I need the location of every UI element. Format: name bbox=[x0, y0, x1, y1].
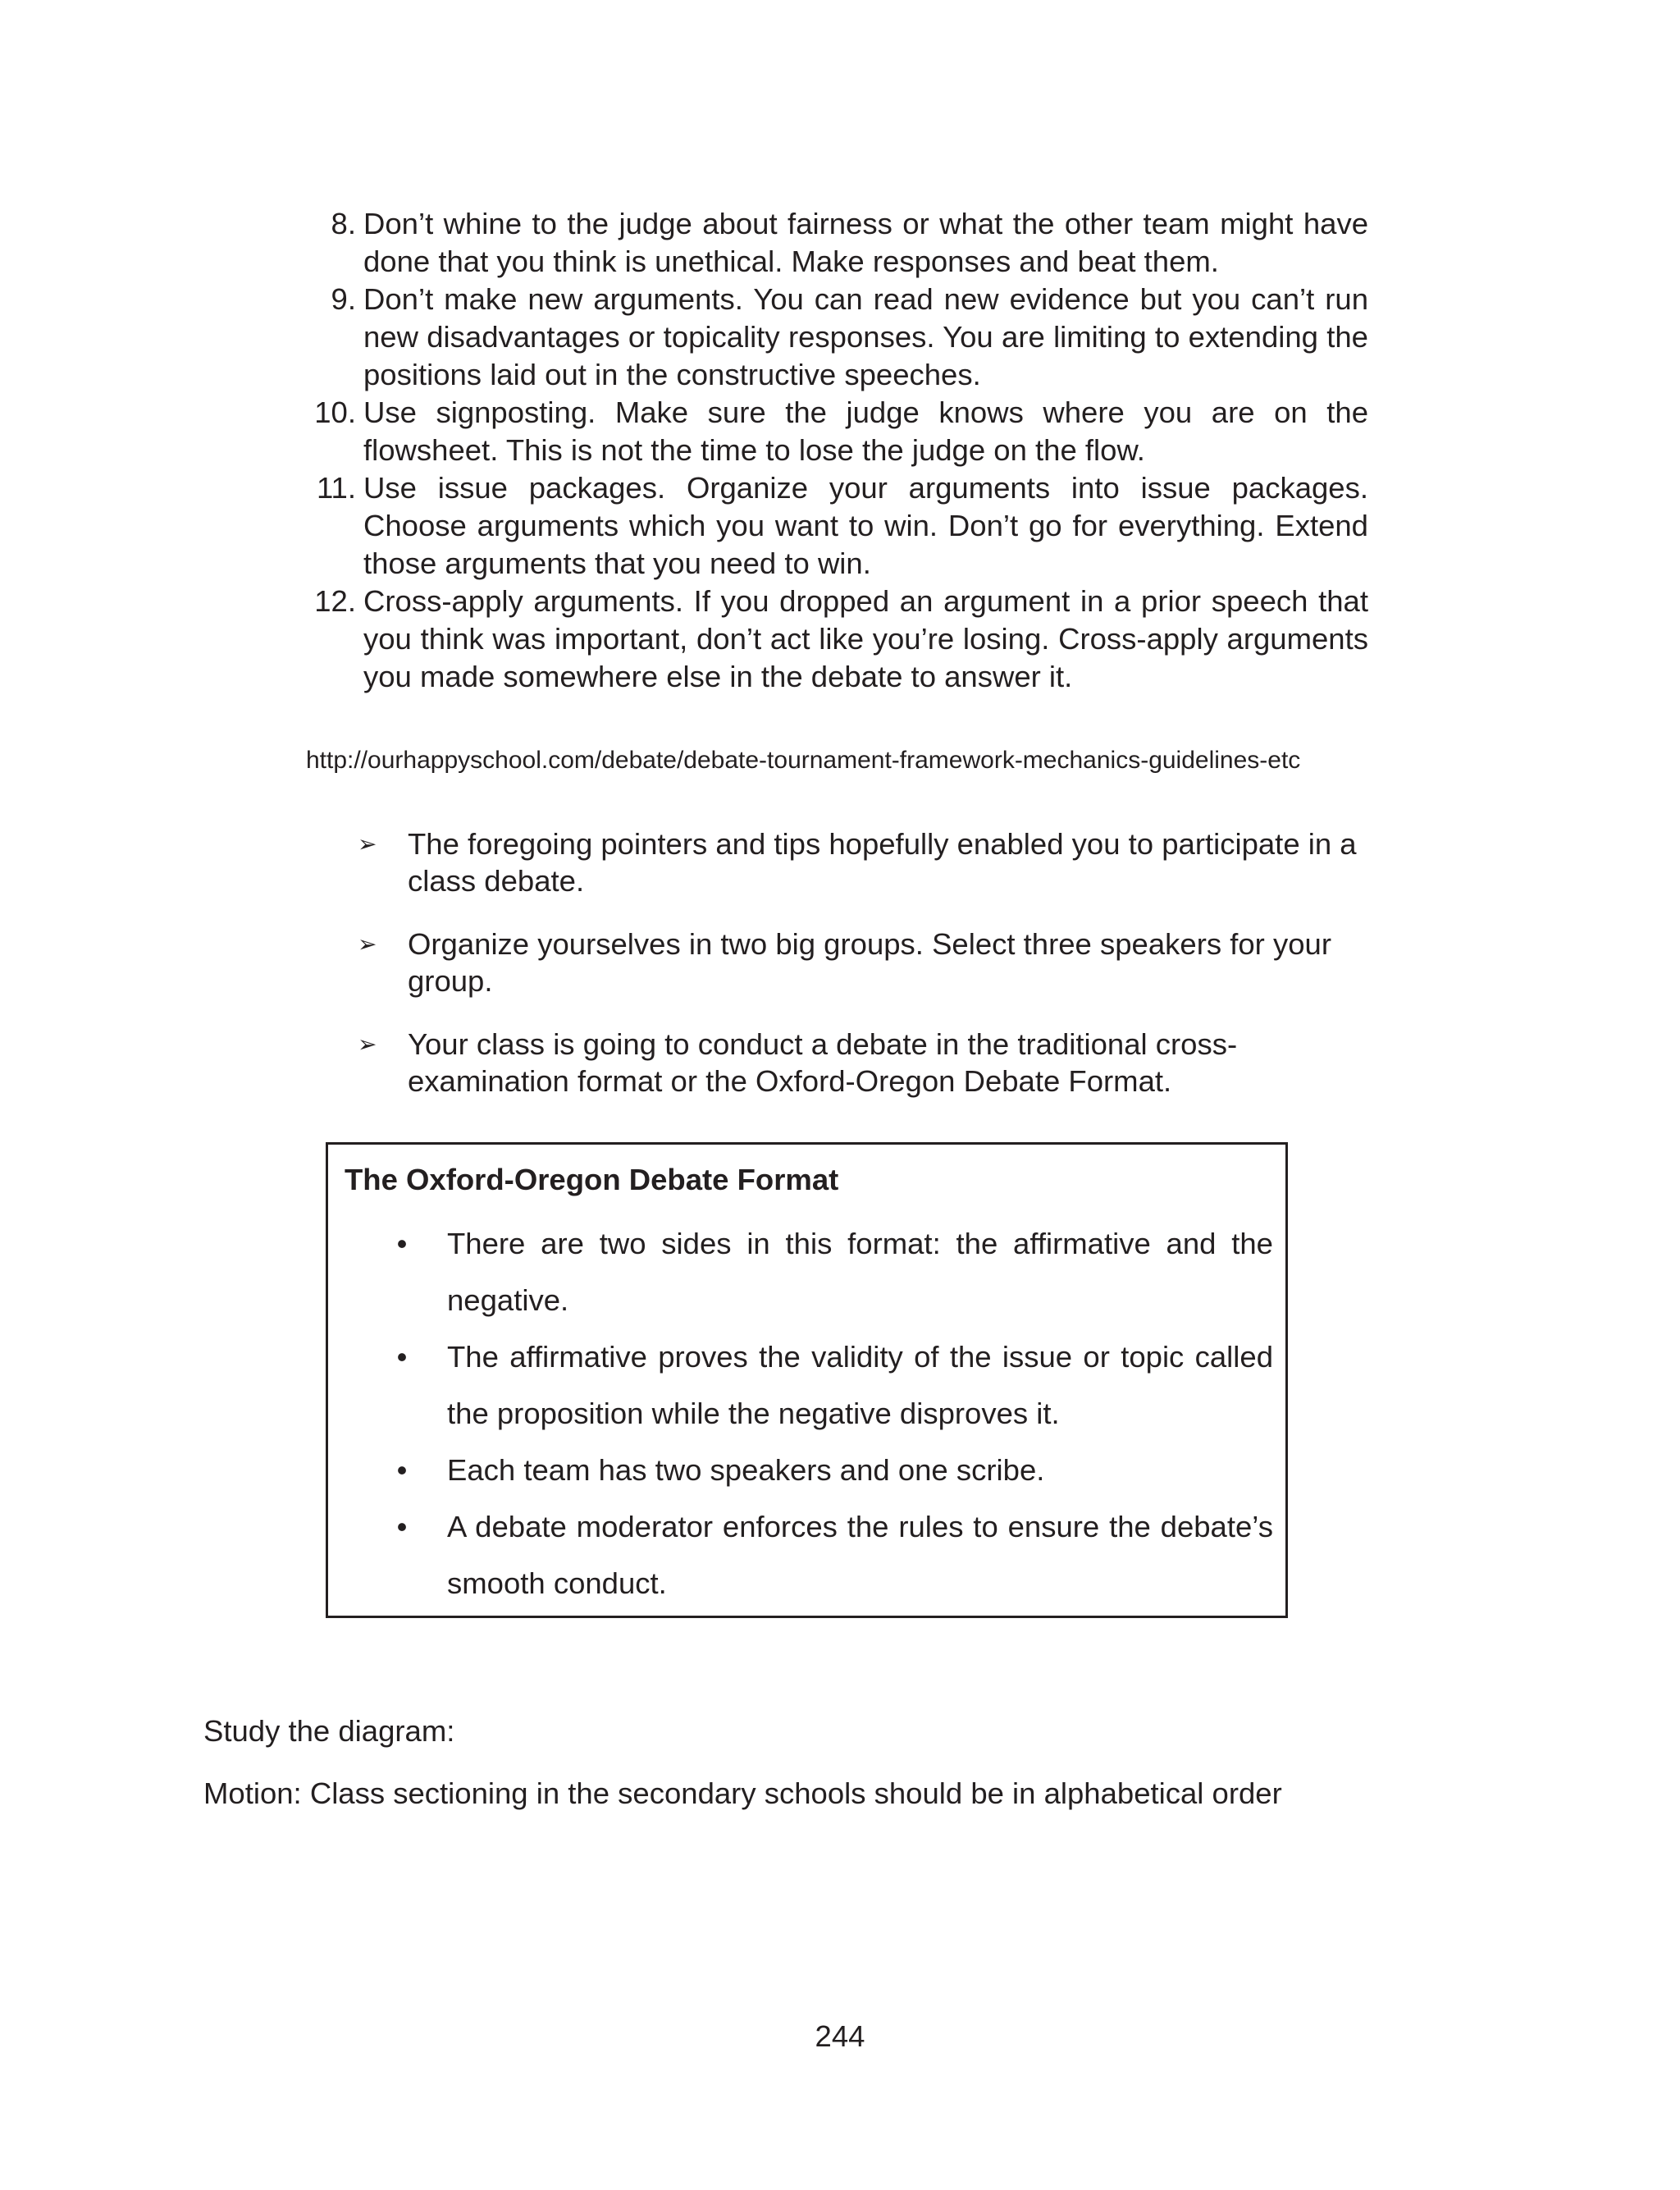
list-item-number: 11. bbox=[316, 471, 356, 505]
arrowhead-bullet-icon: ➢ bbox=[358, 1031, 377, 1057]
list-item-text: Use issue packages. Organize your arguments into issue packages. Choose arguments which you want to win. Don’t go for everything. Extend those arguments that you need to win. bbox=[363, 471, 1368, 580]
box-title: The Oxford-Oregon Debate Format bbox=[345, 1163, 839, 1196]
list-item-number: 8. bbox=[331, 207, 356, 240]
source-url: http://ourhappyschool.com/debate/debate-tournament-framework-mechanics-guidelines-etc bbox=[306, 747, 1301, 774]
debate-tips-numbered-list bbox=[310, 205, 1368, 696]
format-bullet-list bbox=[328, 1215, 1280, 1612]
list-item bbox=[358, 926, 1368, 999]
list-item bbox=[310, 583, 1368, 696]
list-item-number: 10. bbox=[314, 395, 356, 429]
list-item bbox=[328, 1328, 1280, 1442]
list-item-number: 9. bbox=[331, 282, 356, 316]
bullet-text: Organize yourselves in two big groups. Select three speakers for your group. bbox=[408, 927, 1331, 998]
list-item bbox=[328, 1215, 1280, 1328]
list-item-text: Don’t make new arguments. You can read new evidence but you can’t run new disadvantages or topicality responses. You are limiting to extending the positions laid out in the constructive speeches. bbox=[363, 282, 1368, 391]
motion-statement: Motion: Class sectioning in the secondary schools should be in alphabetical order bbox=[203, 1776, 1282, 1810]
list-item bbox=[310, 281, 1368, 394]
list-item bbox=[310, 394, 1368, 469]
list-item bbox=[328, 1498, 1280, 1612]
bullet-dot-icon: • bbox=[396, 1227, 408, 1260]
bullet-text: Your class is going to conduct a debate in the traditional cross-examination format or the Oxford-Oregon Debate Format. bbox=[408, 1027, 1238, 1098]
list-item bbox=[358, 825, 1368, 899]
list-item-text: Don’t whine to the judge about fairness or what the other team might have done that you think is unethical. Make responses and beat them. bbox=[363, 207, 1368, 278]
arrowhead-bullet-icon: ➢ bbox=[358, 831, 377, 857]
list-item bbox=[358, 1026, 1368, 1100]
bullet-dot-icon: • bbox=[396, 1510, 408, 1543]
bullet-text: There are two sides in this format: the affirmative and the negative. bbox=[447, 1227, 1273, 1317]
instruction-bullet-list bbox=[358, 825, 1368, 1126]
bullet-dot-icon: • bbox=[396, 1453, 408, 1487]
bullet-text: Each team has two speakers and one scribe. bbox=[447, 1453, 1045, 1487]
list-item bbox=[328, 1442, 1280, 1498]
list-item bbox=[310, 205, 1368, 281]
bullet-text: The affirmative proves the validity of the issue or topic called the proposition while the negative disproves it. bbox=[447, 1340, 1273, 1430]
oxford-oregon-format-box bbox=[326, 1142, 1288, 1618]
bullet-dot-icon: • bbox=[396, 1340, 408, 1374]
list-item-text: Use signposting. Make sure the judge knows where you are on the flowsheet. This is not the time to lose the judge on the flow. bbox=[363, 395, 1368, 467]
list-item bbox=[310, 469, 1368, 583]
page-number: 244 bbox=[815, 2019, 865, 2053]
bullet-text: A debate moderator enforces the rules to ensure the debate’s smooth conduct. bbox=[447, 1510, 1273, 1600]
arrowhead-bullet-icon: ➢ bbox=[358, 931, 377, 957]
list-item-number: 12. bbox=[314, 584, 356, 618]
study-diagram-prompt: Study the diagram: bbox=[203, 1714, 455, 1748]
list-item-text: Cross-apply arguments. If you dropped an argument in a prior speech that you think was important, don’t act like you’re losing. Cross-apply arguments you made somewhere else in the debate to answer it. bbox=[363, 584, 1368, 693]
bullet-text: The foregoing pointers and tips hopefully enabled you to participate in a class debate. bbox=[408, 827, 1357, 898]
